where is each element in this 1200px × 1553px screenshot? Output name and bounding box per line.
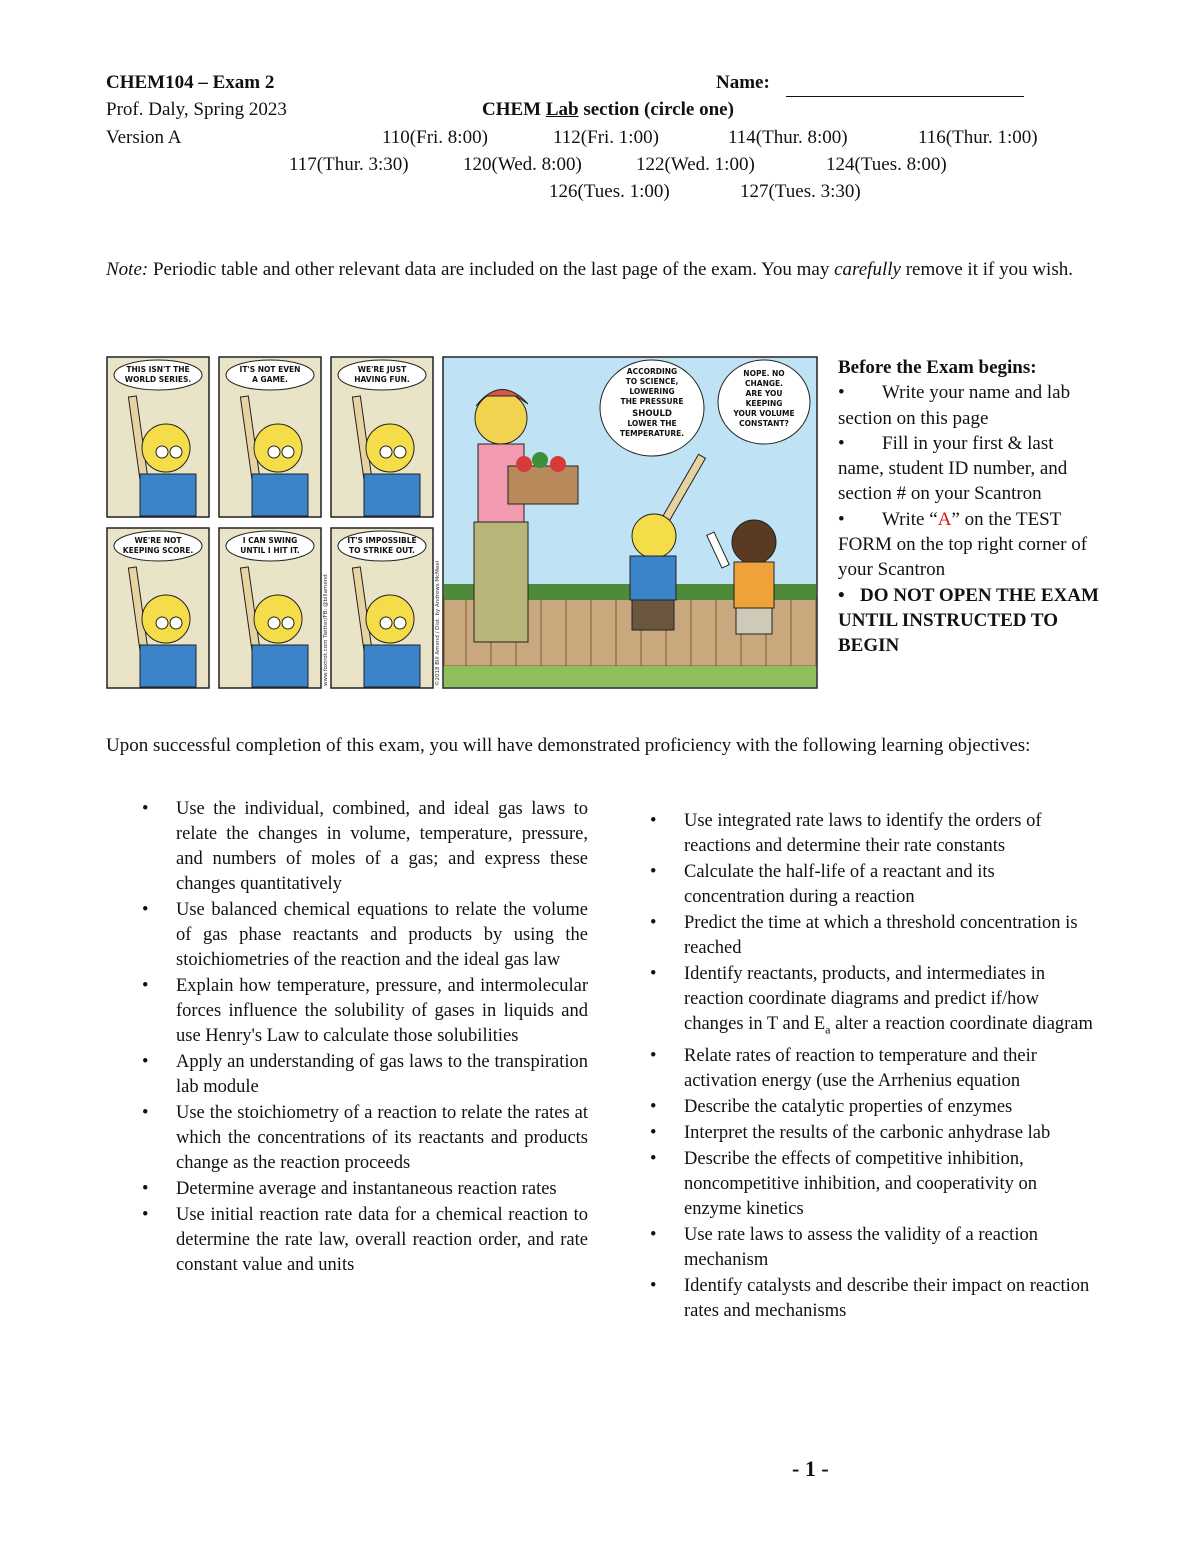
note-emphasis: carefully [834,259,901,280]
objectives-intro: Upon successful completion of this exam, you will have demonstrated proficiency with the following learning objectives: [106,735,1031,756]
objective-text: Use rate laws to assess the validity of a reaction mechanism [684,1224,1038,1270]
test-form-letter: A [937,508,952,530]
section-option[interactable]: 114(Thur. 8:00) [728,127,848,148]
objective-item [142,1203,588,1278]
lab-suffix: section (circle one) [578,99,734,120]
before-exam-item [838,380,1100,431]
objective-text: Use the stoichiometry of a reaction to relate the rates at which the concentrations of its reactants and products change as the reaction proceeds [176,1103,588,1173]
bullet-icon: • [142,976,149,996]
objective-item [650,860,1096,910]
panel-5-text: I CAN SWING [242,536,298,545]
objective-item [142,1101,588,1176]
before-exam-item-text: Write “ [882,508,938,530]
before-exam-item [838,507,1100,583]
bullet-icon: • [650,862,657,882]
panel-4-text: WE'RE NOT [134,536,182,545]
section-option[interactable]: 124(Tues. 8:00) [826,154,947,175]
friend-bubble-line: KEEPING [745,399,783,408]
bullet-icon: • [650,1224,657,1245]
bullet-icon: • [838,508,845,530]
objective-item [650,809,1096,859]
mom-bubble-line: THE PRESSURE [620,397,684,406]
bullet-icon: • [650,913,657,933]
objective-text: Use balanced chemical equations to relate the volume of gas phase reactants and products by using the stoichiometries of the reaction and the ideal gas law [176,900,588,970]
section-option[interactable]: 112(Fri. 1:00) [553,127,659,148]
friend-bubble-line: NOPE. NO [743,369,785,378]
professor-term: Prof. Daly, Spring 2023 [106,99,287,120]
section-option[interactable]: 110(Fri. 8:00) [382,127,488,148]
objective-text: Interpret the results of the carbonic anhydrase lab [684,1122,1051,1143]
bullet-icon: • [650,1275,657,1296]
name-label: Name: [716,72,770,93]
section-option[interactable]: 116(Thur. 1:00) [918,127,1038,148]
mom-bubble-line: SHOULD [632,409,672,419]
bullet-icon: • [650,964,657,984]
objective-item [650,1147,1096,1222]
before-exam-item-text-end: ” on the TEST FORM on the top right corner of your Scantron [838,508,1088,581]
panel-3-text-2: HAVING FUN. [354,375,410,384]
bullet-icon: • [650,1122,657,1143]
bullet-icon: • [838,432,845,454]
objective-text: Use integrated rate laws to identify the orders of reactions and determine their rate constants [684,811,1042,856]
bullet-icon: • [650,1148,657,1169]
objective-item [142,974,588,1049]
panel-1-text: THIS ISN'T THE [126,365,190,374]
panel-2-text: IT'S NOT EVEN [239,365,301,374]
mom-bubble-line: TO SCIENCE, [625,377,679,386]
version-label: Version A [106,127,182,148]
course-title: CHEM104 – Exam 2 [106,72,275,93]
mom-bubble-line: ACCORDING [626,367,678,376]
objective-text: Determine average and instantaneous reaction rates [176,1179,557,1199]
objective-item [650,1095,1096,1120]
note-text: Periodic table and other relevant data are included on the last page of the exam. You may [148,259,835,280]
objective-text: Calculate the half-life of a reactant and its concentration during a reaction [684,862,995,907]
objective-text: Explain how temperature, pressure, and intermolecular forces influence the solubility of gases in liquids and use Henry's Law to calculate those solubilities [176,976,588,1046]
panel-5-text-2: UNTIL I HIT IT. [240,546,300,555]
objective-text: Relate rates of reaction to temperature and their activation energy (use the Arrhenius equation [684,1045,1037,1091]
foxtrot-comic-strip [106,356,818,690]
warning-text: DO NOT OPEN THE EXAM UNTIL INSTRUCTED TO BEGIN [838,584,1099,657]
name-blank-line[interactable] [786,96,1024,97]
objective-item [650,1274,1096,1324]
objective-item [142,1050,588,1100]
bullet-icon: • [142,900,149,920]
friend-bubble-line: CONSTANT? [739,419,789,428]
before-exam-item-warning [838,583,1100,659]
bullet-icon: • [650,811,657,831]
section-option[interactable]: 120(Wed. 8:00) [463,154,582,175]
objective-item [650,1121,1096,1146]
before-exam-item [838,431,1100,507]
bullet-icon: • [142,799,149,819]
objectives-right-list [650,809,1096,1325]
lab-word: Lab [545,99,579,120]
section-option[interactable]: 117(Thur. 3:30) [289,154,409,175]
comic-credit-copyright: ©2018 Bill Amend / Dist. by Andrews McMeel [435,560,441,686]
before-exam-list [838,380,1100,658]
bullet-icon: • [142,1103,149,1123]
bullet-icon: • [142,1205,149,1225]
panel-3-text: WE'RE JUST [357,365,407,374]
friend-bubble-line: ARE YOU [745,389,783,398]
comic-credit-website: www.foxtrot.com Twitter/FB: @billamend [323,574,329,686]
objective-item [142,898,588,973]
section-option[interactable]: 122(Wed. 1:00) [636,154,755,175]
section-option[interactable]: 127(Tues. 3:30) [740,181,861,202]
objective-text: Use the individual, combined, and ideal gas laws to relate the changes in volume, temperature, pressure, and numbers of moles of a gas; and express these changes quantitatively [176,799,588,894]
objective-text: Use initial reaction rate data for a chemical reaction to determine the rate law, overall reaction order, and rate constant value and units [176,1205,588,1275]
panel-2-text-2: A GAME. [252,375,288,384]
note-paragraph [106,257,1096,283]
bullet-icon: • [142,1179,149,1199]
objective-text: Describe the catalytic properties of enzymes [684,1096,1013,1117]
page-number: - 1 - [792,1456,829,1481]
before-exam-box [838,355,1100,659]
objective-text: Describe the effects of competitive inhibition, noncompetitive inhibition, and cooperativity on enzyme kinetics [684,1148,1037,1219]
lab-prefix: CHEM [482,99,546,120]
objective-text: Identify reactants, products, and intermediates in reaction coordinate diagrams and predict if/how changes in T and $E_a$ alter a reaction coordinate diagram [684,964,1093,1037]
note-label: Note: [106,259,149,280]
objective-item [650,911,1096,961]
before-exam-title: Before the Exam begins: [838,357,1037,378]
bullet-icon: • [650,1096,657,1117]
before-exam-item-text: Write your name and lab section on this page [838,382,1071,429]
lab-section-heading [482,99,734,121]
mom-bubble-line: LOWER THE [627,419,677,428]
objective-item [650,962,1096,1043]
bullet-icon: • [838,584,845,606]
before-exam-item-text: Fill in your first & last name, student ID number, and section # on your Scantron [838,432,1068,505]
objective-text: Apply an understanding of gas laws to the transpiration lab module [176,1052,588,1097]
panel-4-text-2: KEEPING SCORE. [122,546,194,555]
objective-item [650,1044,1096,1094]
note-text-end: remove it if you wish. [900,259,1073,280]
objective-text: Predict the time at which a threshold concentration is reached [684,913,1078,958]
objective-text: Identify catalysts and describe their impact on reaction rates and mechanisms [684,1275,1090,1321]
bullet-icon: • [142,1052,149,1072]
panel-6-text: IT'S IMPOSSIBLE [347,536,417,545]
objective-item [650,1223,1096,1273]
section-option[interactable]: 126(Tues. 1:00) [549,181,670,202]
bullet-icon: • [650,1045,657,1066]
bullet-icon: • [838,382,845,404]
friend-bubble-line: CHANGE. [745,379,783,388]
mom-bubble-line: LOWERING [629,387,675,396]
objective-item [142,1177,588,1202]
objective-item [142,797,588,897]
panel-1-text-2: WORLD SERIES. [124,375,192,384]
friend-bubble-line: YOUR VOLUME [733,409,795,418]
objectives-left-list [142,797,588,1279]
panel-6-text-2: TO STRIKE OUT. [348,546,416,555]
mom-bubble-line: TEMPERATURE. [619,429,685,438]
